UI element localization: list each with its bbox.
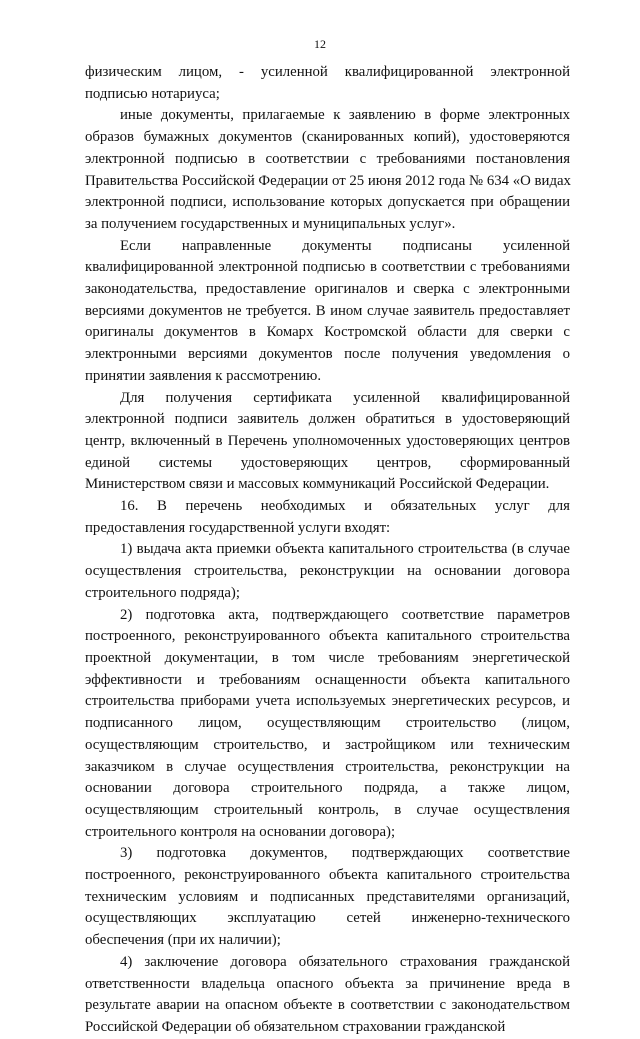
text-line: строительного подряда);: [85, 584, 240, 601]
text-line: подписью нотариуса;: [85, 85, 220, 102]
text-line: 4) заключение договора обязательного страхования гражданской: [120, 953, 570, 970]
text-line: Российской Федерации об обязательном страховании гражданской: [85, 1018, 506, 1035]
text-line: построенного, реконструированного объекта капитального строительства: [85, 867, 570, 884]
text-line: предоставления государственной услуги входят:: [85, 519, 391, 536]
text-line: образов бумажных документов (сканированных копий), удостоверяются: [85, 129, 570, 146]
text-line: строительного контроля на основании договора);: [85, 823, 396, 840]
text-line: физическим лицом, - усиленной квалифицированной электронной: [85, 64, 570, 80]
text-line: центр, включенный в Перечень уполномоченных удостоверяющих центров: [85, 432, 570, 449]
text-line: эффективности и требованиям оснащенности объекта капитального: [85, 671, 570, 688]
text-line: заказчиком в случае осуществления строительства, реконструкции на: [85, 758, 570, 775]
paragraph: [85, 496, 570, 539]
text-line: квалифицированной электронной подписью в соответствии с требованиями: [85, 259, 570, 276]
text-line: оригиналы документов в Комарх Костромской области для сверки с: [85, 324, 570, 341]
page-number: 12: [314, 37, 326, 51]
text-line: осуществления строительства, реконструкции на основании договора: [85, 563, 570, 580]
document-body: [85, 62, 570, 1039]
text-line: проектной документации, в том числе требованиям энергетической: [85, 649, 570, 666]
text-line: законодательства, предоставление оригиналов и сверка с электронными: [85, 281, 570, 298]
text-line: электронными версиями документов после получения уведомления о: [85, 346, 570, 363]
text-line: осуществляющих эксплуатацию сетей инженерно-технического: [85, 910, 570, 927]
text-line: 3) подготовка документов, подтверждающих соответствие: [120, 845, 570, 862]
text-line: электронной подписи заявитель должен обратиться в удостоверяющий: [85, 411, 570, 428]
text-line: осуществляющим строительный контроль, в случае осуществления: [85, 801, 570, 818]
text-line: строительства приборами учета используемых энергетических ресурсов, и: [85, 693, 570, 710]
text-line: Министерством связи и массовых коммуникаций Российской Федерации.: [85, 476, 550, 493]
paragraph: [85, 539, 570, 604]
text-line: за получением государственных и муниципальных услуг».: [85, 215, 456, 232]
text-line: Правительства Российской Федерации от 25 июня 2012 года № 634 «О видах: [85, 172, 571, 189]
paragraph: [85, 605, 570, 844]
text-line: осуществляющим строительство, и застройщиком или техническим: [85, 736, 570, 753]
text-line: единой системы удостоверяющих центров, сформированный: [85, 454, 570, 471]
text-line: 2) подготовка акта, подтверждающего соответствие параметров: [120, 606, 570, 623]
text-line: техническим условиям и подписанных представителями организаций,: [85, 888, 570, 905]
paragraph: [85, 62, 570, 105]
paragraph: [85, 388, 570, 497]
text-line: 1) выдача акта приемки объекта капитального строительства (в случае: [120, 541, 570, 558]
text-line: Для получения сертификата усиленной квалифицированной: [120, 389, 570, 406]
text-line: электронной подписи, использование которых допускается при обращении: [85, 194, 570, 211]
text-line: результате аварии на опасном объекте в соответствии с законодательством: [85, 997, 570, 1014]
text-line: построенного, реконструированного объекта капитального строительства: [85, 628, 570, 645]
text-line: принятии заявления к рассмотрению.: [85, 367, 322, 384]
text-line: 16. В перечень необходимых и обязательных услуг для: [120, 498, 570, 515]
text-line: подписанного лицом, осуществляющим строительство (лицом,: [85, 715, 570, 732]
text-line: основании договора строительного подряда, а также лицом,: [85, 780, 570, 797]
paragraph: [85, 236, 570, 388]
text-line: версиями документов не требуется. В ином случае заявитель предоставляет: [85, 302, 570, 319]
paragraph: [85, 105, 570, 235]
text-line: ответственности владельца опасного объекта за причинение вреда в: [85, 975, 570, 992]
paragraph: [85, 952, 570, 1039]
text-line: электронной подписью в соответствии с требованиями постановления: [85, 150, 570, 167]
text-line: обеспечения (при их наличии);: [85, 932, 281, 949]
text-line: Если направленные документы подписаны усиленной: [120, 237, 570, 254]
text-line: иные документы, прилагаемые к заявлению в форме электронных: [120, 107, 570, 124]
paragraph: [85, 843, 570, 952]
